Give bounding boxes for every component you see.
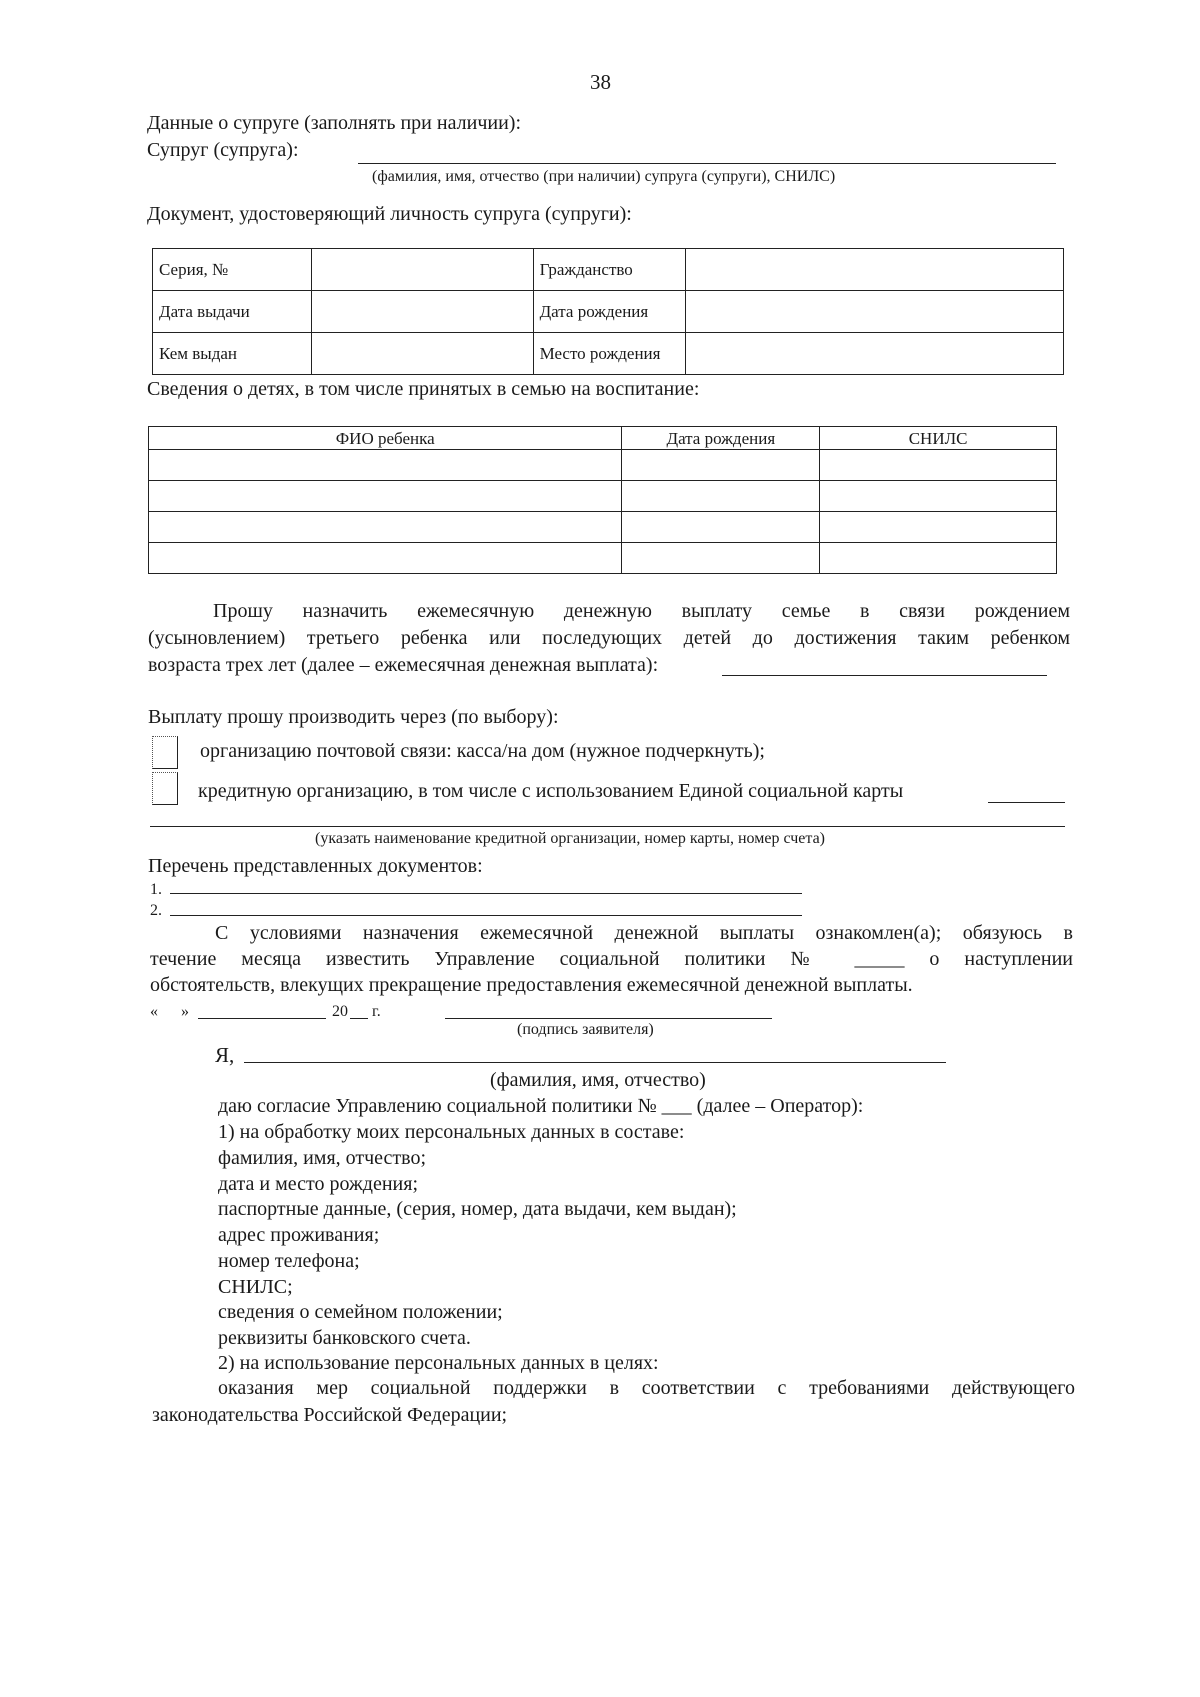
id-value-citizenship[interactable] <box>686 249 1064 291</box>
conditions-line-3: обстоятельств, влекущих прекращение предоставления ежемесячной денежной выплаты. <box>150 974 913 996</box>
child-cell[interactable] <box>149 543 622 574</box>
consent-purpose-line-1: оказания мер социальной поддержки в соответствии с требованиями действующего <box>218 1377 1075 1399</box>
id-value-issued-by[interactable] <box>311 333 533 375</box>
page-number: 38 <box>590 70 611 94</box>
checkbox-postal[interactable] <box>152 736 178 769</box>
option-credit-label: кредитную организацию, в том числе с использованием Единой социальной карты <box>198 780 904 802</box>
documents-heading: Перечень представленных документов: <box>148 855 483 877</box>
child-cell[interactable] <box>820 543 1057 574</box>
spouse-label: Супруг (супруга): <box>147 139 299 161</box>
consent-list-item: адрес проживания; <box>218 1224 380 1246</box>
consent-intro: даю согласие Управлению социальной политики № ___ (далее – Оператор): <box>218 1095 864 1117</box>
id-label-birth-date: Дата рождения <box>533 291 686 333</box>
child-cell[interactable] <box>622 543 820 574</box>
signature-hint: (подпись заявителя) <box>517 1021 654 1038</box>
year-suffix: г. <box>372 1003 381 1020</box>
spouse-heading: Данные о супруге (заполнять при наличии): <box>147 112 521 134</box>
signature-line[interactable] <box>445 1018 772 1019</box>
spouse-fill-line[interactable] <box>358 163 1056 164</box>
consent-list-item: паспортные данные, (серия, номер, дата выдачи, кем выдан); <box>218 1198 737 1220</box>
child-cell[interactable] <box>149 481 622 512</box>
spouse-id-table <box>152 248 1064 375</box>
id-label-birth-place: Место рождения <box>533 333 686 375</box>
consent-list-item: номер телефона; <box>218 1250 360 1272</box>
id-label-citizenship: Гражданство <box>533 249 686 291</box>
col-child-snils: СНИЛС <box>820 427 1057 450</box>
table-row <box>149 512 1057 543</box>
id-label-series: Серия, № <box>153 249 312 291</box>
id-value-birth-date[interactable] <box>686 291 1064 333</box>
consent-list-item: СНИЛС; <box>218 1276 293 1298</box>
conditions-line-1: С условиями назначения ежемесячной денежной выплаты ознакомлен(а); обязуюсь в <box>215 922 1073 944</box>
credit-hint: (указать наименование кредитной организации, номер карты, номер счета) <box>315 830 826 847</box>
spouse-hint: (фамилия, имя, отчество (при наличии) супруга (супруги), СНИЛС) <box>372 168 836 185</box>
child-cell[interactable] <box>622 512 820 543</box>
table-row <box>149 450 1057 481</box>
date-month-line[interactable] <box>198 1018 326 1019</box>
request-fill-line[interactable] <box>722 675 1047 676</box>
consent-list-item: фамилия, имя, отчество; <box>218 1147 427 1169</box>
child-cell[interactable] <box>820 512 1057 543</box>
id-label-issued-by: Кем выдан <box>153 333 312 375</box>
consent-fio-line[interactable] <box>244 1062 946 1063</box>
option-postal-label: организацию почтовой связи: касса/на дом (нужное подчеркнуть); <box>200 740 765 762</box>
consent-item-2: 2) на использование персональных данных в целях: <box>218 1352 659 1374</box>
consent-purpose-line-2: законодательства Российской Федерации; <box>152 1404 508 1426</box>
table-row <box>149 481 1057 512</box>
conditions-line-2: течение месяца известить Управление социальной политики № _____ о наступлении <box>150 948 1073 970</box>
col-child-name: ФИО ребенка <box>149 427 622 450</box>
consent-item-1: 1) на обработку моих персональных данных в составе: <box>218 1121 685 1143</box>
document-item-1: 1. <box>150 881 162 898</box>
consent-list-item: реквизиты банковского счета. <box>218 1327 471 1349</box>
child-cell[interactable] <box>622 450 820 481</box>
children-table <box>148 426 1057 574</box>
consent-list-item: сведения о семейном положении; <box>218 1301 503 1323</box>
date-open-quote: « <box>150 1003 158 1020</box>
id-value-series[interactable] <box>311 249 533 291</box>
date-close-quote: » <box>181 1003 189 1020</box>
request-line-1: Прошу назначить ежемесячную денежную выплату семье в связи рождением <box>213 600 1070 622</box>
year-line[interactable] <box>350 1018 368 1019</box>
consent-list-item: дата и место рождения; <box>218 1173 419 1195</box>
table-row <box>149 543 1057 574</box>
table-row <box>153 291 1064 333</box>
request-line-3: возраста трех лет (далее – ежемесячная денежная выплата): <box>148 654 659 676</box>
child-cell[interactable] <box>622 481 820 512</box>
consent-ya: Я, <box>215 1043 235 1067</box>
children-heading: Сведения о детях, в том числе принятых в семью на воспитание: <box>147 378 700 400</box>
credit-fill-line-full[interactable] <box>150 826 1065 827</box>
child-cell[interactable] <box>149 450 622 481</box>
year-prefix: 20 <box>332 1003 348 1020</box>
credit-fill-line-short[interactable] <box>988 802 1065 803</box>
consent-fio-hint: (фамилия, имя, отчество) <box>490 1069 706 1091</box>
id-value-birth-place[interactable] <box>686 333 1064 375</box>
id-value-issue-date[interactable] <box>311 291 533 333</box>
child-cell[interactable] <box>820 481 1057 512</box>
table-row <box>153 333 1064 375</box>
document-line-1[interactable] <box>170 893 802 894</box>
checkbox-credit[interactable] <box>152 772 178 805</box>
child-cell[interactable] <box>820 450 1057 481</box>
table-row <box>153 249 1064 291</box>
document-line-2[interactable] <box>170 915 802 916</box>
table-header-row <box>149 427 1057 450</box>
child-cell[interactable] <box>149 512 622 543</box>
col-child-birth-date: Дата рождения <box>622 427 820 450</box>
spouse-doc-heading: Документ, удостоверяющий личность супруга (супруги): <box>147 203 632 225</box>
request-line-2: (усыновлением) третьего ребенка или последующих детей до достижения таким ребенком <box>148 627 1070 649</box>
payment-heading: Выплату прошу производить через (по выбору): <box>148 706 559 728</box>
document-item-2: 2. <box>150 902 162 919</box>
id-label-issue-date: Дата выдачи <box>153 291 312 333</box>
